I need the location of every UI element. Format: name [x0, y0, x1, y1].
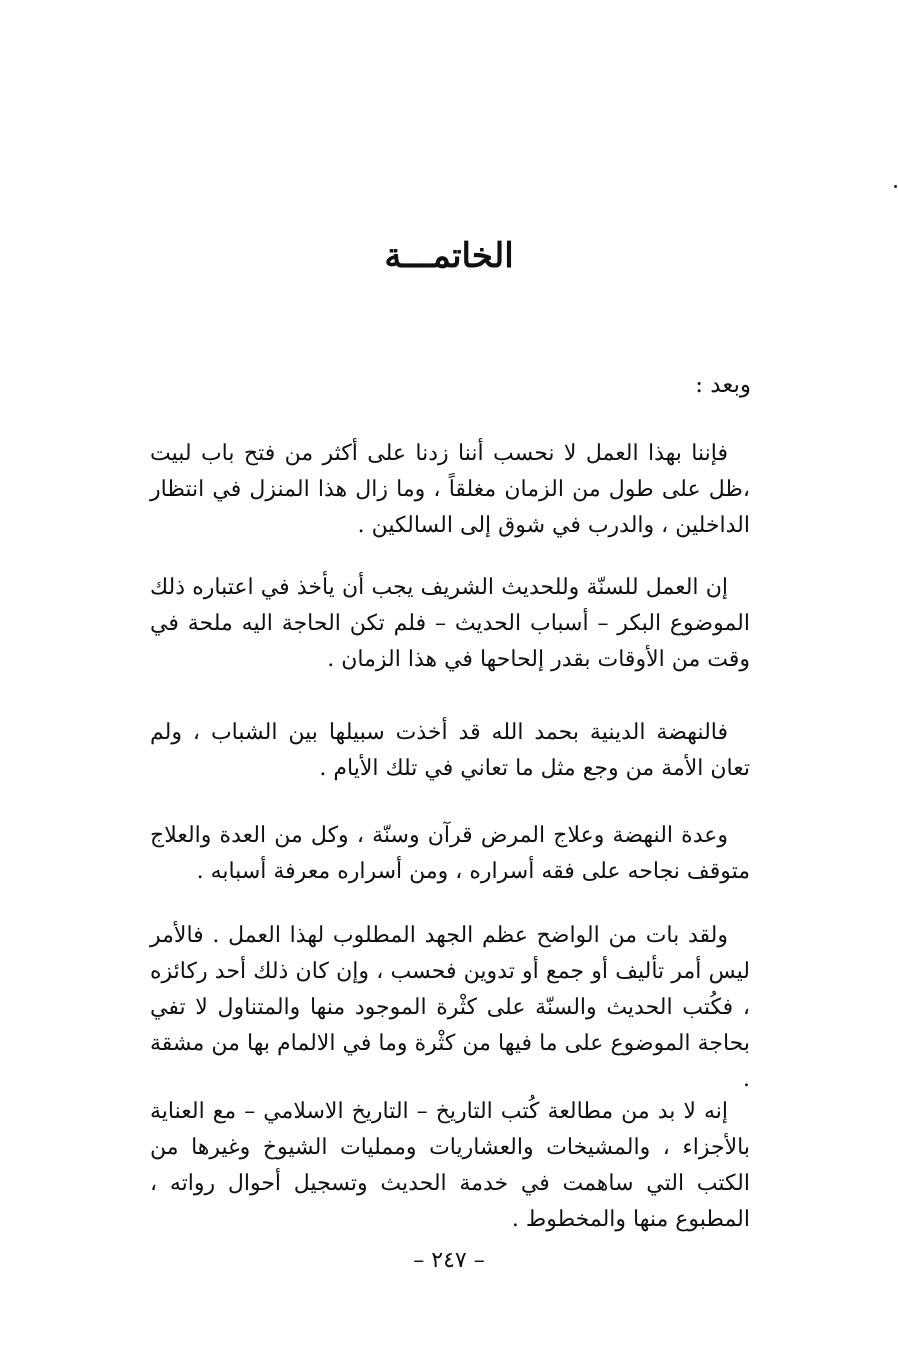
chapter-title: الخاتمـــة	[384, 236, 514, 276]
page-number: – ٢٤٧ –	[413, 1248, 485, 1273]
margin-dot	[894, 185, 897, 188]
paragraph-1: فإننا بهذا العمل لا نحسب أننا زدنا على أكثر من فتح باب لبيت ،ظل على طول من الزمان مغلقاً ، وما زال هذا المنزل في انتظار الداخلين ، والدرب في شوق إلى السالكين .	[150, 441, 750, 538]
paragraph-6: إنه لا بد من مطالعة كُتب التاريخ – التاريخ الاسلامي – مع العناية بالأجزاء ، والمشيخات والعشاريات وممليات الشيوخ وغيرها من الكتب التي ساهمت في خدمة الحديث وتسجيل أحوال رواته ، المطبوع منها والمخطوط .	[150, 1099, 750, 1232]
intro-phrase: وبعد :	[695, 372, 751, 398]
paragraph-3: فالنهضة الدينية بحمد الله قد أخذت سبيلها بين الشباب ، ولم تعان الأمة من وجع مثل ما تعاني في تلك الأيام .	[150, 720, 750, 781]
paragraph-2: إن العمل للسنّة وللحديث الشريف يجب أن يأخذ في اعتباره ذلك الموضوع البكر – أسباب الحديث – فلم تكن الحاجة اليه ملحة في وقت من الأوقات بقدر إلحاحها في هذا الزمان .	[150, 575, 750, 672]
paragraph-5: ولقد بات من الواضح عظم الجهد المطلوب لهذا العمل . فالأمر ليس أمر تأليف أو جمع أو تدوين فحسب ، وإن كان ذلك أحد ركائزه ، فكُتب الحديث والسنّة على كثْرة الموجود منها والمتناول لا تفي بحاجة الموضوع على ما فيها من كثْرة وما في الالمام بها من مشقة .	[150, 923, 750, 1092]
paragraph-4: وعدة النهضة وعلاج المرض قرآن وسنّة ، وكل من العدة والعلاج متوقف نجاحه على فقه أسراره ، ومن أسراره معرفة أسبابه .	[150, 823, 750, 884]
